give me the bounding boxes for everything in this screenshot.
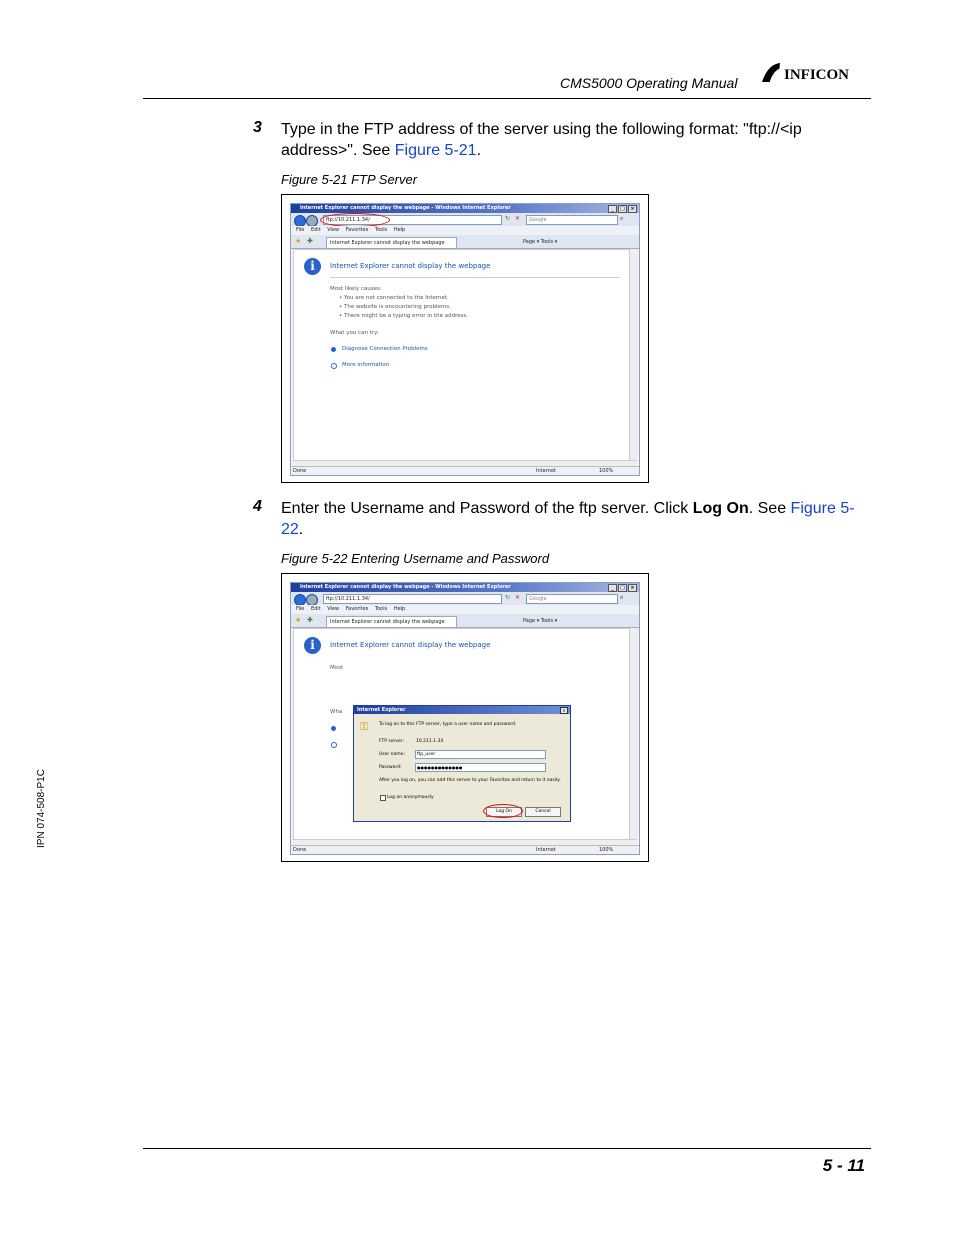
close-button[interactable]: × — [628, 584, 637, 592]
search-input[interactable]: Google — [526, 215, 618, 225]
cause-item: • The website is encountering problems. — [339, 304, 451, 310]
stop-icon[interactable]: ✕ — [515, 215, 521, 222]
search-icon[interactable]: ⌕ — [620, 215, 624, 222]
dialog-prompt: To log on to this FTP server, type a user name and password. — [379, 722, 517, 727]
bullet-icon — [331, 726, 336, 731]
menu-favorites[interactable]: Favorites — [345, 606, 369, 612]
menu-bar — [291, 605, 639, 614]
figure-caption: Figure 5-21 FTP Server — [281, 172, 418, 187]
menu-bar — [291, 226, 639, 235]
search-icon[interactable]: ⌕ — [620, 594, 624, 601]
key-icon: ⚿ — [360, 720, 369, 733]
menu-file[interactable]: File — [296, 227, 305, 233]
try-heading: Wha — [330, 709, 343, 715]
menu-view[interactable]: View — [327, 606, 340, 612]
menu-tools[interactable]: Tools — [374, 606, 388, 612]
step-4-end: . — [298, 521, 304, 538]
page-number: 5 - 11 — [822, 1156, 865, 1175]
step-number: 4 — [253, 498, 262, 515]
username-label: User name: — [379, 752, 405, 757]
info-icon: i — [304, 258, 321, 275]
logon-dialog — [353, 705, 571, 822]
header-rule — [143, 98, 871, 99]
menu-help[interactable]: Help — [393, 227, 406, 233]
username-field[interactable]: ftp_user — [415, 750, 546, 759]
zone-label: Internet — [536, 468, 556, 474]
address-bar[interactable]: ftp://10.211.1.34/ — [323, 594, 502, 604]
browser-tab[interactable]: Internet Explorer cannot display the webpage — [326, 237, 457, 249]
log-on-button[interactable]: Log On — [486, 807, 522, 817]
dialog-title: Internet Explorer — [354, 706, 570, 714]
page-content — [293, 249, 631, 462]
favorites-star-icon[interactable]: ★ — [295, 237, 302, 245]
zoom-level[interactable]: 100% — [599, 847, 614, 853]
info-icon: i — [304, 637, 321, 654]
menu-edit[interactable]: Edit — [310, 606, 321, 612]
vertical-scrollbar[interactable] — [629, 249, 638, 460]
step-4-mid: . See — [748, 500, 791, 517]
favorites-star-icon[interactable]: ★ — [295, 616, 302, 624]
manual-title: CMS5000 Operating Manual — [560, 75, 738, 91]
divider — [330, 277, 620, 278]
tab-row — [291, 614, 639, 628]
status-bar — [291, 845, 639, 855]
minimize-button[interactable]: _ — [608, 205, 617, 213]
command-bar[interactable]: Page ▾ Tools ▾ — [523, 618, 558, 624]
tab-row — [291, 235, 639, 249]
figure-5-22-link[interactable]: Figure 5-22 — [281, 500, 855, 538]
footer-rule — [143, 1148, 871, 1149]
ftp-server-value: 10.211.1.34 — [416, 739, 444, 744]
bullet-icon — [331, 347, 336, 352]
address-row — [291, 213, 639, 226]
expand-icon[interactable] — [331, 363, 337, 369]
figure-5-21 — [281, 194, 649, 483]
error-title: Internet Explorer cannot display the webpage — [330, 641, 491, 649]
window-title-bar: Internet Explorer cannot display the webpage - Windows Internet Explorer _ □ × — [291, 204, 639, 213]
dialog-note: After you log on, you can add this server to your Favorites and return to it easily. — [379, 778, 561, 783]
cause-item: • There might be a typing error in the address. — [339, 313, 469, 319]
diagnose-link[interactable]: Diagnose Connection Problems — [342, 346, 428, 352]
ie-window — [290, 582, 640, 855]
figure-5-22 — [281, 573, 649, 862]
ipn-label: IPN 074-508-P1C — [36, 769, 47, 848]
figure-5-21-link[interactable]: Figure 5-21 — [394, 142, 477, 159]
password-field[interactable]: ●●●●●●●●●●●●● — [415, 763, 546, 772]
maximize-button[interactable]: □ — [618, 205, 627, 213]
expand-icon[interactable] — [331, 742, 337, 748]
window-title-bar: Internet Explorer cannot display the webpage - Windows Internet Explorer _ □ × — [291, 583, 639, 592]
log-on-emphasis: Log On — [692, 500, 749, 517]
causes-heading: Most — [330, 665, 344, 671]
step-4-text — [281, 498, 871, 540]
menu-favorites[interactable]: Favorites — [345, 227, 369, 233]
refresh-icon[interactable]: ↻ — [505, 594, 511, 601]
anonymous-checkbox[interactable] — [380, 795, 386, 801]
maximize-button[interactable]: □ — [618, 584, 627, 592]
address-row — [291, 592, 639, 605]
cause-item: • You are not connected to the Internet. — [339, 295, 449, 301]
step-number: 3 — [253, 119, 262, 136]
browser-tab[interactable]: Internet Explorer cannot display the webpage — [326, 616, 457, 628]
command-bar[interactable]: Page ▾ Tools ▾ — [523, 239, 558, 245]
step-4-body: Enter the Username and Password of the ftp server. Click — [281, 500, 693, 517]
close-button[interactable]: × — [628, 205, 637, 213]
try-heading: What you can try: — [330, 330, 379, 336]
vertical-scrollbar[interactable] — [629, 628, 638, 839]
menu-view[interactable]: View — [327, 227, 340, 233]
stop-icon[interactable]: ✕ — [515, 594, 521, 601]
figure-caption: Figure 5-22 Entering Username and Password — [281, 551, 550, 566]
menu-file[interactable]: File — [296, 606, 305, 612]
add-favorite-icon[interactable]: ✚ — [307, 616, 313, 624]
more-info-link[interactable]: More information — [342, 362, 390, 368]
cancel-button[interactable]: Cancel — [525, 807, 561, 817]
ftp-server-label: FTP server: — [379, 739, 405, 744]
page-content — [293, 628, 631, 841]
refresh-icon[interactable]: ↻ — [505, 215, 511, 222]
ie-window — [290, 203, 640, 476]
minimize-button[interactable]: _ — [608, 584, 617, 592]
status-bar — [291, 466, 639, 476]
inficon-logo — [760, 60, 872, 88]
step-3-text — [281, 119, 871, 161]
step-3-end: . — [476, 142, 482, 159]
menu-edit[interactable]: Edit — [310, 227, 321, 233]
anonymous-label: Log on anonymously — [387, 795, 434, 800]
address-bar[interactable]: ftp://10.211.1.34/ — [323, 215, 502, 225]
highlight-oval — [483, 804, 523, 818]
menu-help[interactable]: Help — [393, 606, 406, 612]
add-favorite-icon[interactable]: ✚ — [307, 237, 313, 245]
zoom-level[interactable]: 100% — [599, 468, 614, 474]
status-text: Done — [293, 847, 307, 853]
svg-text:INFICON: INFICON — [784, 67, 850, 83]
dialog-close-button[interactable]: × — [560, 707, 568, 714]
status-text: Done — [293, 468, 307, 474]
menu-tools[interactable]: Tools — [374, 227, 388, 233]
causes-heading: Most likely causes: — [330, 286, 382, 292]
zone-label: Internet — [536, 847, 556, 853]
step-3-body: Type in the FTP address of the server using the following format: "ftp://<ip address>". See — [281, 121, 802, 159]
error-title: Internet Explorer cannot display the webpage — [330, 262, 491, 270]
password-label: Password: — [379, 765, 402, 770]
highlight-oval — [320, 213, 390, 227]
search-input[interactable]: Google — [526, 594, 618, 604]
